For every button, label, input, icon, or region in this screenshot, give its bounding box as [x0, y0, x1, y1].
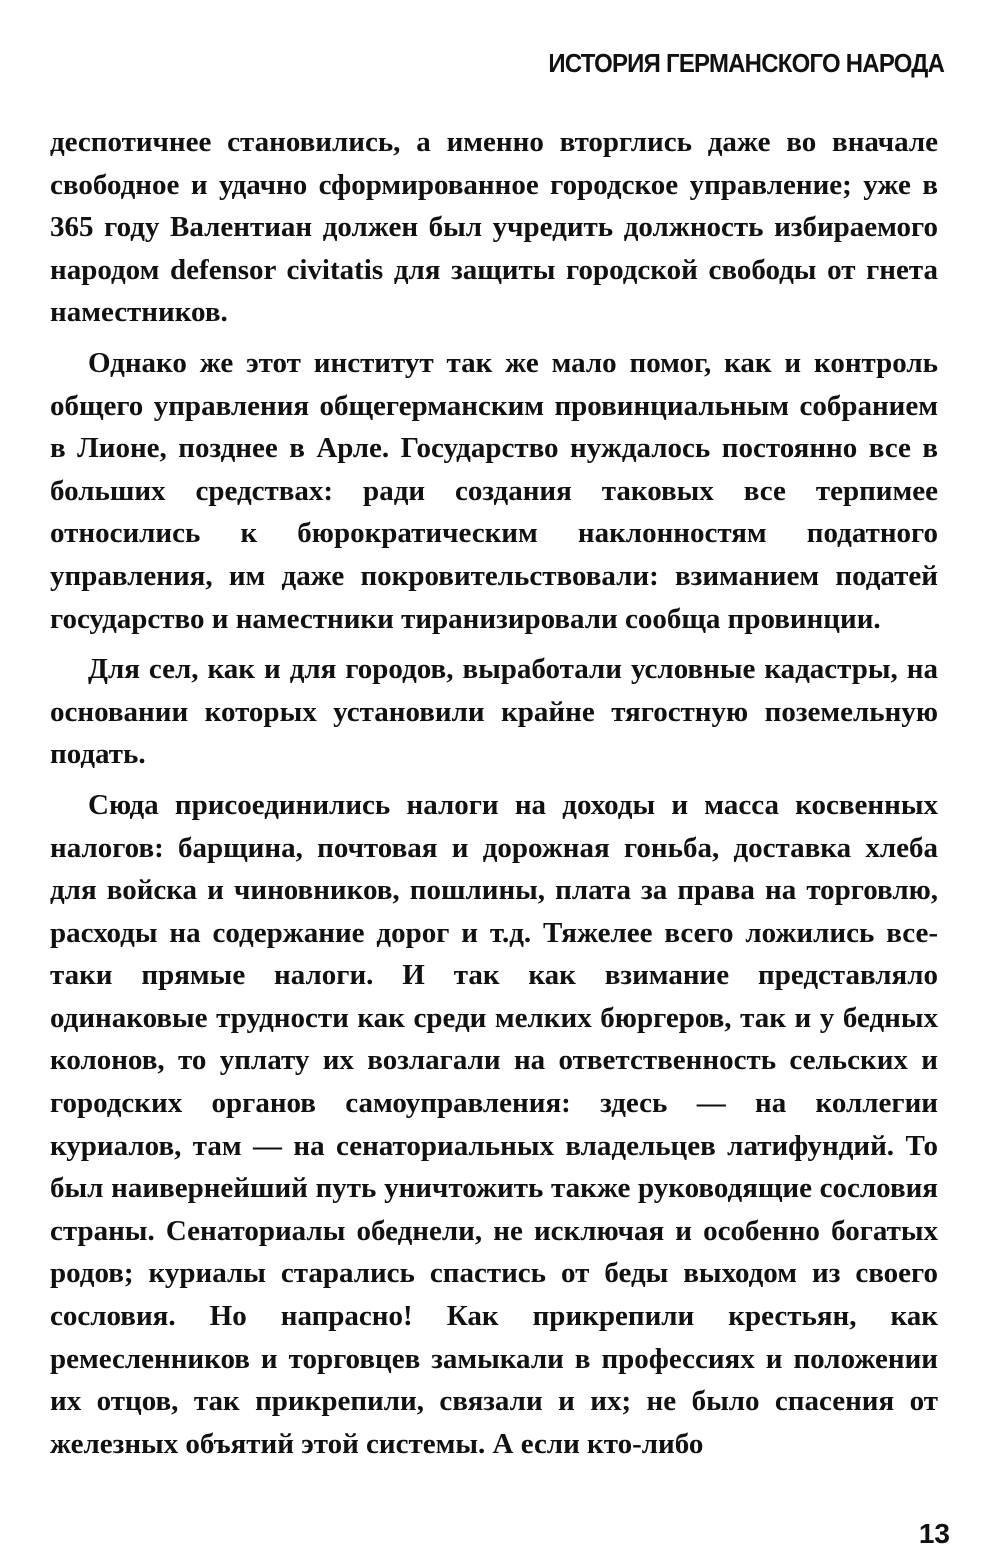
- paragraph: Сюда присоединились налоги на доходы и масса косвенных налогов: барщина, почтовая и дорожная гоньба, доставка хлеба для войска и чиновников, пошлины, плата за права на торговлю, расходы на содержание дорог и т.д. Тяжелее всего ложились все-таки прямые налоги. И так как взимание представляло одинаковые трудности как среди мелких бюргеров, так и у бедных колонов, то уплату их возлагали на ответственность сельских и городских органов самоуправления: здесь — на коллегии куриалов, там — на сенаториальных владельцев латифундий. То был наивернейший путь уничтожить также руководящие сословия страны. Сенаториалы обеднели, не исключая и особенно богатых родов; куриалы старались спастись от беды выходом из своего сословия. Но напрасно! Как прикрепили крестьян, как ремесленников и торговцев замыкали в профессиях и положении их отцов, так прикрепили, связали и их; не было спасения от железных объятий этой системы. А если кто-либо: [50, 788, 938, 1460]
- paragraph: деспотичнее становились, а именно вторглись даже во вначале свободное и удачно сформированное городское управление; уже в 365 году Валентиан должен был учредить должность избираемого народом defensor civitatis для защиты городской свободы от гнета наместников.: [50, 126, 938, 329]
- paragraph: Однако же этот институт так же мало помог, как и контроль общего управления общегерманским провинциальным собранием в Лионе, позднее в Арле. Государство нуждалось постоянно все в больших средствах: ради создания таковых все терпимее относились к бюрократическим наклонностям податного управления, им даже покровительствовали: взиманием податей государство и наместники тиранизировали сообща провинции.: [50, 346, 938, 635]
- page-body: [50, 121, 938, 1473]
- running-header: ИСТОРИЯ ГЕРМАНСКОГО НАРОДА: [548, 48, 944, 78]
- paragraph: Для сел, как и для городов, выработали условные кадастры, на основании которых установили крайне тягостную поземельную подать.: [50, 653, 938, 771]
- page-number: 13: [918, 1518, 950, 1549]
